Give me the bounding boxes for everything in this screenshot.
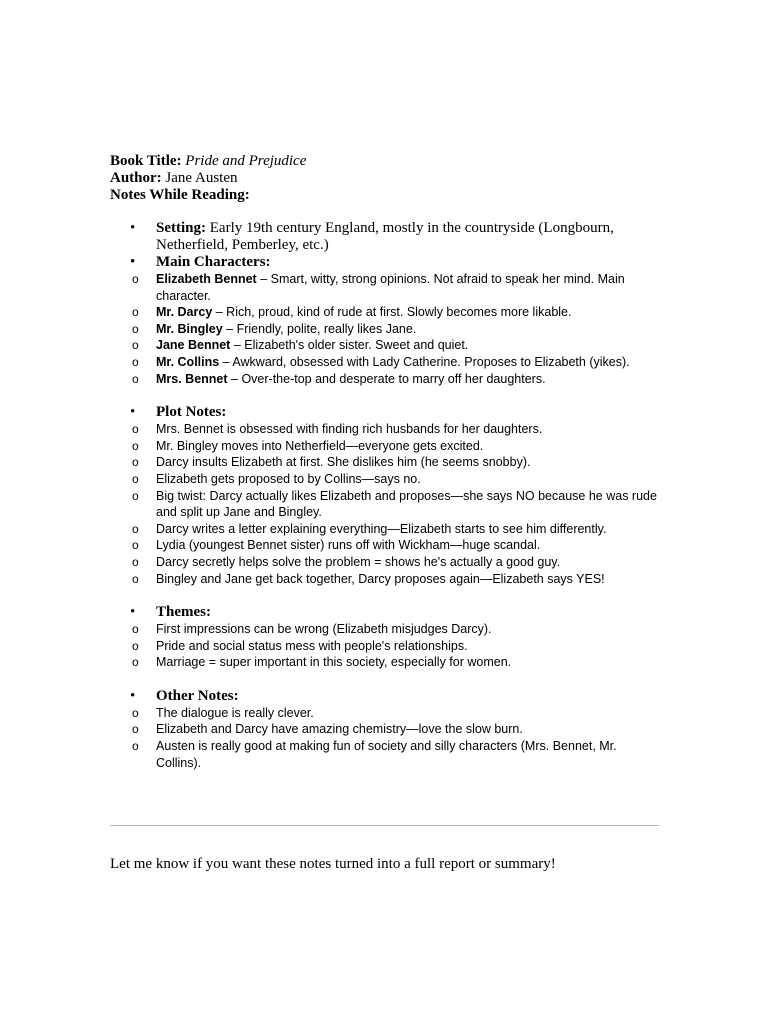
notes-heading bbox=[110, 187, 659, 204]
book-title-label: Book Title: bbox=[110, 153, 182, 169]
list-item bbox=[132, 438, 659, 455]
plot-notes-list bbox=[110, 421, 659, 587]
list-item bbox=[132, 554, 659, 571]
sub-bullet-icon: o bbox=[132, 371, 139, 386]
note-text: The dialogue is really clever. bbox=[156, 705, 314, 720]
sub-bullet-icon: o bbox=[132, 422, 139, 437]
note-text: Big twist: Darcy actually likes Elizabeth and proposes—she says NO because he was rude and split up Jane and Bingley. bbox=[156, 488, 657, 520]
list-item bbox=[132, 721, 659, 738]
list-item bbox=[132, 471, 659, 488]
bullet-icon: • bbox=[130, 687, 136, 704]
notes-heading-text: Notes While Reading: bbox=[110, 187, 250, 203]
note-text: First impressions can be wrong (Elizabeth misjudges Darcy). bbox=[156, 622, 492, 637]
setting-label: Setting: bbox=[156, 220, 206, 236]
document-body bbox=[110, 153, 659, 771]
other-notes-list bbox=[110, 705, 659, 771]
sub-bullet-icon: o bbox=[132, 554, 139, 569]
sub-bullet-icon: o bbox=[132, 622, 139, 637]
other-notes-label: Other Notes: bbox=[156, 687, 239, 704]
bullet-icon: • bbox=[130, 254, 136, 270]
character-desc: – Friendly, polite, really likes Jane. bbox=[222, 321, 417, 336]
character-name: Mrs. Bennet bbox=[156, 371, 228, 386]
setting-text: Early 19th century England, mostly in the countryside (Longbourn, Netherfield, Pemberley, etc.) bbox=[156, 220, 614, 253]
list-item bbox=[132, 488, 659, 521]
note-text: Darcy secretly helps solve the problem = shows he's actually a good guy. bbox=[156, 554, 561, 569]
note-text: Elizabeth gets proposed to by Collins—says no. bbox=[156, 471, 421, 486]
character-name: Jane Bennet bbox=[156, 338, 231, 353]
note-text: Elizabeth and Darcy have amazing chemistry—love the slow burn. bbox=[156, 722, 523, 737]
list-item bbox=[132, 304, 659, 321]
sub-bullet-icon: o bbox=[132, 354, 139, 369]
horizontal-rule bbox=[110, 825, 659, 826]
sub-bullet-icon: o bbox=[132, 521, 139, 536]
sub-bullet-icon: o bbox=[132, 338, 139, 353]
character-desc: – Awkward, obsessed with Lady Catherine. Proposes to Elizabeth (yikes). bbox=[219, 354, 630, 369]
main-characters-item bbox=[110, 254, 659, 387]
plot-notes-item bbox=[110, 404, 659, 587]
list-item bbox=[132, 521, 659, 538]
book-title-line bbox=[110, 153, 659, 170]
list-item bbox=[132, 321, 659, 338]
list-item bbox=[132, 705, 659, 722]
character-desc: – Smart, witty, strong opinions. Not afraid to speak her mind. Main character. bbox=[156, 272, 625, 303]
note-text: Pride and social status mess with people's relationships. bbox=[156, 638, 468, 653]
themes-list bbox=[110, 621, 659, 671]
character-name: Mr. Collins bbox=[156, 354, 220, 369]
character-name: Mr. Darcy bbox=[156, 305, 213, 320]
sub-bullet-icon: o bbox=[132, 638, 139, 653]
author-name: Jane Austen bbox=[165, 170, 238, 186]
list-item bbox=[132, 621, 659, 638]
themes-label: Themes: bbox=[156, 604, 211, 621]
setting-item bbox=[110, 220, 659, 254]
list-item bbox=[132, 738, 659, 771]
list-item bbox=[132, 371, 659, 388]
bullet-icon: • bbox=[130, 604, 136, 621]
sub-bullet-icon: o bbox=[132, 538, 139, 553]
list-item bbox=[132, 454, 659, 471]
list-item bbox=[132, 654, 659, 671]
character-name: Mr. Bingley bbox=[156, 321, 223, 336]
note-text: Darcy writes a letter explaining everything—Elizabeth starts to see him differently. bbox=[156, 521, 607, 536]
list-item bbox=[132, 354, 659, 371]
sub-bullet-icon: o bbox=[132, 455, 139, 470]
list-item bbox=[132, 571, 659, 588]
sub-bullet-icon: o bbox=[132, 705, 139, 720]
sub-bullet-icon: o bbox=[132, 571, 139, 586]
list-item bbox=[132, 638, 659, 655]
sub-bullet-icon: o bbox=[132, 272, 139, 286]
character-desc: – Elizabeth's older sister. Sweet and quiet. bbox=[230, 338, 469, 353]
main-characters-label: Main Characters: bbox=[156, 254, 271, 270]
list-item bbox=[132, 421, 659, 438]
book-title: Pride and Prejudice bbox=[185, 153, 307, 169]
sub-bullet-icon: o bbox=[132, 488, 139, 503]
main-characters-list bbox=[110, 271, 659, 387]
plot-notes-label: Plot Notes: bbox=[156, 404, 227, 421]
other-notes-item bbox=[110, 688, 659, 771]
closing-text: Let me know if you want these notes turned into a full report or summary! bbox=[110, 856, 556, 872]
sub-bullet-icon: o bbox=[132, 305, 139, 320]
author-label: Author: bbox=[110, 170, 162, 186]
note-text: Mrs. Bennet is obsessed with finding rich husbands for her daughters. bbox=[156, 422, 543, 437]
sub-bullet-icon: o bbox=[132, 655, 139, 670]
sub-bullet-icon: o bbox=[132, 471, 139, 486]
character-desc: – Over-the-top and desperate to marry off her daughters. bbox=[227, 371, 546, 386]
sub-bullet-icon: o bbox=[132, 321, 139, 336]
sub-bullet-icon: o bbox=[132, 739, 139, 754]
note-text: Bingley and Jane get back together, Darcy proposes again—Elizabeth says YES! bbox=[156, 571, 605, 586]
note-text: Darcy insults Elizabeth at first. She dislikes him (he seems snobby). bbox=[156, 455, 531, 470]
note-text: Austen is really good at making fun of society and silly characters (Mrs. Bennet, Mr. Collins). bbox=[156, 739, 617, 770]
list-item bbox=[132, 337, 659, 354]
sub-bullet-icon: o bbox=[132, 722, 139, 737]
notes-list bbox=[110, 220, 659, 771]
sub-bullet-icon: o bbox=[132, 438, 139, 453]
bullet-icon: • bbox=[130, 220, 136, 236]
list-item bbox=[132, 271, 659, 304]
character-name: Elizabeth Bennet bbox=[156, 272, 257, 286]
list-item bbox=[132, 537, 659, 554]
author-line bbox=[110, 170, 659, 187]
themes-item bbox=[110, 604, 659, 671]
note-text: Mr. Bingley moves into Netherfield—everyone gets excited. bbox=[156, 438, 484, 453]
note-text: Marriage = super important in this society, especially for women. bbox=[156, 655, 512, 670]
character-desc: – Rich, proud, kind of rude at first. Slowly becomes more likable. bbox=[212, 305, 572, 320]
note-text: Lydia (youngest Bennet sister) runs off with Wickham—huge scandal. bbox=[156, 538, 541, 553]
bullet-icon: • bbox=[130, 404, 136, 421]
